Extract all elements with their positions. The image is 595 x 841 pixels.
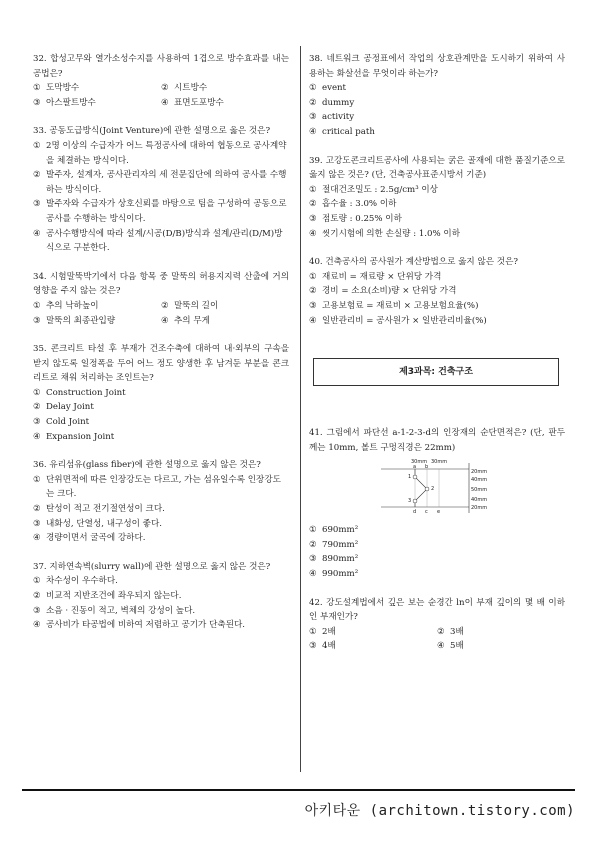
answer-option-row bbox=[33, 314, 289, 329]
answer-option bbox=[33, 96, 161, 111]
option-number: ④ bbox=[309, 228, 317, 239]
option-number: ② bbox=[309, 97, 317, 108]
option-text: 소음 · 진동이 적고, 벽체의 강성이 높다. bbox=[46, 605, 196, 616]
answer-option bbox=[33, 314, 161, 329]
option-text: 발주자, 설계자, 공사관리자의 세 전문집단에 의하여 공사를 수행하는 방식이다. bbox=[46, 170, 287, 195]
answer-option bbox=[309, 227, 565, 242]
figure-label: c bbox=[425, 509, 428, 516]
option-number: ① bbox=[309, 184, 317, 195]
answer-option bbox=[33, 81, 161, 96]
option-number: ③ bbox=[309, 213, 317, 224]
option-number: ① bbox=[33, 300, 41, 311]
question-stem bbox=[33, 124, 289, 139]
answer-option bbox=[309, 639, 437, 654]
question-stem bbox=[33, 270, 289, 299]
question-stem bbox=[309, 255, 565, 270]
question-stem bbox=[309, 154, 565, 183]
option-number: ③ bbox=[309, 554, 317, 565]
option-number: ③ bbox=[33, 97, 41, 108]
answer-option bbox=[33, 400, 289, 415]
option-number: ③ bbox=[309, 641, 317, 652]
option-number: ④ bbox=[309, 126, 317, 137]
answer-option-row bbox=[33, 299, 289, 314]
column-divider bbox=[300, 46, 301, 772]
answer-option bbox=[309, 212, 565, 227]
option-text: 재료비 = 재료량 × 단위당 가격 bbox=[322, 271, 442, 282]
option-text: 경량이면서 굴곡에 강하다. bbox=[46, 533, 146, 544]
option-number: ④ bbox=[33, 533, 41, 544]
answer-option bbox=[309, 567, 565, 582]
question-item bbox=[33, 270, 289, 328]
option-number: ② bbox=[33, 402, 41, 413]
option-text: 고용보험료 = 재료비 × 고용보험요율(%) bbox=[322, 300, 479, 311]
option-number: ④ bbox=[309, 569, 317, 580]
option-number: ② bbox=[309, 539, 317, 550]
option-text: 추의 무게 bbox=[174, 315, 210, 326]
answer-option-row bbox=[309, 639, 565, 654]
answer-option bbox=[437, 625, 565, 640]
answer-option bbox=[309, 625, 437, 640]
option-number: ② bbox=[33, 591, 41, 601]
answer-option bbox=[33, 197, 289, 226]
option-text: 공사수행방식에 따라 설계/시공(D/B)방식과 설계/관리(D/M)방식으로 구분한다. bbox=[46, 228, 283, 254]
question-stem bbox=[33, 342, 289, 386]
option-text: 씻기시험에 의한 손실량 : 1.0% 이하 bbox=[322, 228, 461, 239]
answer-option bbox=[309, 299, 565, 314]
option-text: 690mm² bbox=[322, 525, 359, 536]
option-number: ④ bbox=[161, 97, 169, 108]
option-number: ④ bbox=[437, 641, 445, 652]
answer-option-row bbox=[33, 96, 289, 111]
question-number: 35. bbox=[33, 344, 47, 355]
figure-label: 50mm bbox=[471, 487, 488, 494]
answer-option bbox=[309, 538, 565, 553]
answer-option bbox=[437, 639, 565, 654]
answer-option bbox=[309, 270, 565, 285]
option-text: 말뚝의 길이 bbox=[174, 300, 219, 311]
option-text: 790mm² bbox=[322, 539, 359, 550]
option-number: ② bbox=[161, 300, 169, 311]
answer-option bbox=[33, 430, 289, 445]
question-stem bbox=[33, 560, 289, 575]
question-text: 시험말뚝박기에서 다음 항목 중 말뚝의 허용지지력 산출에 거의 영향을 주지 않는 것은? bbox=[33, 271, 289, 297]
answer-option bbox=[33, 618, 289, 633]
option-text: 흡수율 : 3.0% 이하 bbox=[322, 199, 397, 210]
option-number: ① bbox=[33, 387, 41, 398]
option-number: ③ bbox=[33, 605, 41, 616]
answer-option bbox=[309, 284, 565, 299]
answer-option bbox=[309, 197, 565, 212]
footer-text: 아키타운 (architown.tistory.com) bbox=[304, 803, 575, 819]
figure-label: 20mm bbox=[471, 469, 488, 476]
option-text: Cold Joint bbox=[46, 417, 90, 428]
option-text: 절대건조밀도 : 2.5g/cm³ 이상 bbox=[322, 184, 438, 195]
question-text: 공동도급방식(Joint Venture)에 관한 설명으로 옳은 것은? bbox=[49, 126, 271, 137]
option-number: ① bbox=[309, 626, 317, 637]
question-41-options bbox=[309, 523, 565, 581]
option-number: ① bbox=[309, 271, 317, 282]
answer-option bbox=[33, 604, 289, 619]
figure-label: e bbox=[437, 509, 441, 516]
option-number: ① bbox=[33, 83, 41, 94]
option-number: ① bbox=[33, 140, 41, 151]
question-text: 네트워크 공정표에서 작업의 상호관계만을 도시하기 위하여 사용하는 화살선을 무엇이라 하는가? bbox=[309, 54, 566, 79]
question-42 bbox=[309, 596, 565, 654]
question-item bbox=[33, 458, 289, 546]
option-text: 시트방수 bbox=[174, 83, 208, 94]
question-text: 고강도콘크리트공사에 사용되는 굵은 골재에 대한 품질기준으로 옳지 않은 것은? (단, 건축공사표준시방서 기준) bbox=[309, 155, 565, 181]
question-text: 강도설계법에서 깊은 보는 순경간 ln이 부재 깊이의 몇 배 이하인 부재인가? bbox=[309, 597, 565, 623]
question-item bbox=[33, 342, 289, 444]
option-text: 비교적 지반조건에 좌우되지 않는다. bbox=[46, 591, 182, 601]
answer-option bbox=[309, 110, 565, 125]
figure-label: d bbox=[413, 509, 417, 516]
answer-option bbox=[161, 96, 289, 111]
option-number: ③ bbox=[309, 300, 317, 311]
question-number: 42. bbox=[309, 597, 323, 608]
option-text: 2배 bbox=[322, 626, 336, 637]
option-number: ④ bbox=[309, 315, 317, 326]
option-text: 추의 낙하높이 bbox=[46, 300, 99, 311]
section-title: 제3과목: 건축구조 bbox=[313, 358, 559, 386]
answer-option bbox=[33, 473, 289, 502]
option-number: ③ bbox=[33, 315, 41, 326]
answer-option bbox=[309, 314, 565, 329]
option-text: Construction Joint bbox=[46, 387, 126, 398]
option-number: ③ bbox=[33, 199, 41, 210]
option-text: 5배 bbox=[450, 641, 464, 652]
answer-option bbox=[161, 314, 289, 329]
answer-option bbox=[33, 517, 289, 532]
question-text: 콘크리트 타설 후 부재가 건조수축에 대하여 내·외부의 구속을 받지 않도록 일정폭을 두어 어느 정도 양생한 후 남겨둔 부분을 콘크리트로 채워 처리하는 조인트는? bbox=[33, 344, 289, 384]
question-number: 38. bbox=[309, 54, 323, 64]
option-text: 차수성이 우수하다. bbox=[46, 576, 118, 587]
left-column bbox=[33, 52, 289, 647]
option-text: 아스팔트방수 bbox=[46, 97, 96, 108]
answer-option bbox=[33, 168, 289, 197]
question-number: 32. bbox=[33, 54, 47, 64]
answer-option-row bbox=[33, 81, 289, 96]
option-text: dummy bbox=[322, 97, 355, 108]
answer-option bbox=[33, 139, 289, 168]
option-number: ④ bbox=[33, 620, 41, 631]
question-text: 건축공사의 공사원가 계산방법으로 옳지 않은 것은? bbox=[325, 257, 519, 268]
option-text: 내화성, 단열성, 내구성이 좋다. bbox=[46, 518, 163, 529]
question-item bbox=[309, 154, 565, 242]
figure-label: a bbox=[413, 464, 417, 471]
option-text: critical path bbox=[322, 126, 375, 137]
option-text: 2명 이상의 수급자가 어느 특정공사에 대하여 협동으로 공사계약을 체결하는 방식이다. bbox=[46, 140, 287, 166]
option-number: ④ bbox=[33, 431, 41, 442]
question-41-stem: 41. 그림에서 파단선 a-1-2-3-d의 인장재의 순단면적은? (단, 판두께는 10mm, 볼트 구멍직경은 22mm) bbox=[309, 428, 565, 453]
option-text: 경비 = 소요(소비)량 × 단위당 가격 bbox=[322, 286, 457, 297]
figure-label: 40mm bbox=[471, 477, 488, 484]
answer-option bbox=[309, 96, 565, 111]
answer-option bbox=[309, 523, 565, 538]
option-number: ② bbox=[33, 504, 41, 515]
option-text: 4배 bbox=[322, 641, 336, 652]
option-text: Expansion Joint bbox=[46, 431, 115, 442]
option-text: 일반관리비 = 공사원가 × 일반관리비율(%) bbox=[322, 315, 487, 326]
question-number: 33. bbox=[33, 126, 47, 137]
answer-option bbox=[309, 81, 565, 96]
answer-option bbox=[161, 299, 289, 314]
option-text: 표면도포방수 bbox=[174, 97, 224, 108]
answer-option bbox=[33, 227, 289, 256]
question-stem bbox=[33, 458, 289, 473]
answer-option bbox=[33, 589, 289, 604]
figure-label: 30mm bbox=[431, 459, 448, 466]
question-number: 34. bbox=[33, 271, 47, 282]
option-number: ① bbox=[309, 525, 317, 536]
questions-38-40 bbox=[309, 52, 565, 328]
question-item bbox=[309, 255, 565, 328]
question-number: 37. bbox=[33, 561, 47, 572]
question-number: 39. bbox=[309, 155, 323, 166]
option-number: ③ bbox=[33, 417, 41, 428]
option-number: ② bbox=[309, 286, 317, 297]
figure-label: b bbox=[425, 464, 429, 471]
answer-option bbox=[309, 552, 565, 567]
option-number: ① bbox=[33, 474, 41, 485]
question-text: 지하연속벽(slurry wall)에 관한 설명으로 옳지 않은 것은? bbox=[49, 561, 271, 572]
answer-option bbox=[33, 574, 289, 589]
answer-option-row bbox=[309, 625, 565, 640]
option-number: ① bbox=[33, 576, 41, 587]
option-text: 발주자와 수급자가 상호신뢰를 바탕으로 팀을 구성하여 공동으로 공사를 수행하는 방식이다. bbox=[46, 199, 287, 224]
option-text: 990mm² bbox=[322, 569, 359, 580]
question-stem bbox=[33, 52, 289, 81]
option-number: ② bbox=[33, 170, 41, 181]
footer-rule bbox=[22, 789, 575, 791]
option-text: 말뚝의 최종관입량 bbox=[46, 315, 116, 326]
question-41 bbox=[309, 426, 565, 582]
option-text: 탄성이 적고 전기절연성이 크다. bbox=[46, 504, 165, 515]
option-number: ② bbox=[437, 626, 445, 637]
option-text: 3배 bbox=[450, 626, 464, 637]
figure-label: 3 bbox=[408, 498, 412, 505]
question-item bbox=[33, 124, 289, 255]
figure-label: 2 bbox=[431, 486, 435, 493]
answer-option bbox=[33, 386, 289, 401]
option-number: ① bbox=[309, 83, 317, 94]
question-number: 40. bbox=[309, 257, 323, 268]
answer-option bbox=[33, 502, 289, 517]
option-text: activity bbox=[322, 112, 355, 123]
question-text: 합성고무와 열가소성수지를 사용하여 1겹으로 방수효과를 내는 공법은? bbox=[33, 54, 290, 79]
question-item bbox=[33, 560, 289, 633]
option-text: 공사비가 타공법에 비하여 저렴하고 공기가 단축된다. bbox=[46, 620, 246, 631]
option-number: ④ bbox=[33, 228, 41, 239]
question-stem bbox=[309, 596, 565, 625]
question-number: 36. bbox=[33, 460, 47, 471]
option-text: Delay Joint bbox=[46, 402, 94, 413]
option-text: 도막방수 bbox=[46, 83, 80, 94]
option-number: ③ bbox=[33, 518, 41, 529]
right-column bbox=[309, 52, 565, 668]
answer-option bbox=[309, 183, 565, 198]
question-text: 유리섬유(glass fiber)에 관한 설명으로 옳지 않은 것은? bbox=[49, 460, 261, 471]
question-item bbox=[309, 52, 565, 140]
answer-option bbox=[33, 531, 289, 546]
option-text: 890mm² bbox=[322, 554, 359, 565]
option-text: event bbox=[322, 83, 347, 94]
question-stem bbox=[309, 52, 565, 81]
option-text: 단위면적에 따른 인장강도는 다르고, 가는 섬유일수록 인장강도는 크다. bbox=[46, 474, 281, 500]
answer-option bbox=[33, 415, 289, 430]
figure-label: 20mm bbox=[471, 505, 488, 512]
option-number: ④ bbox=[161, 315, 169, 326]
option-text: 점토량 : 0.25% 이하 bbox=[322, 213, 402, 224]
answer-option bbox=[33, 299, 161, 314]
option-number: ③ bbox=[309, 112, 317, 123]
figure-label: 1 bbox=[408, 474, 412, 481]
answer-option bbox=[161, 81, 289, 96]
option-number: ② bbox=[309, 199, 317, 210]
answer-option bbox=[309, 125, 565, 140]
option-number: ② bbox=[161, 83, 169, 94]
figure-label: 40mm bbox=[471, 497, 488, 504]
question-item bbox=[33, 52, 289, 110]
figure-label: 30mm bbox=[411, 459, 428, 466]
bolt-diagram bbox=[381, 459, 491, 517]
